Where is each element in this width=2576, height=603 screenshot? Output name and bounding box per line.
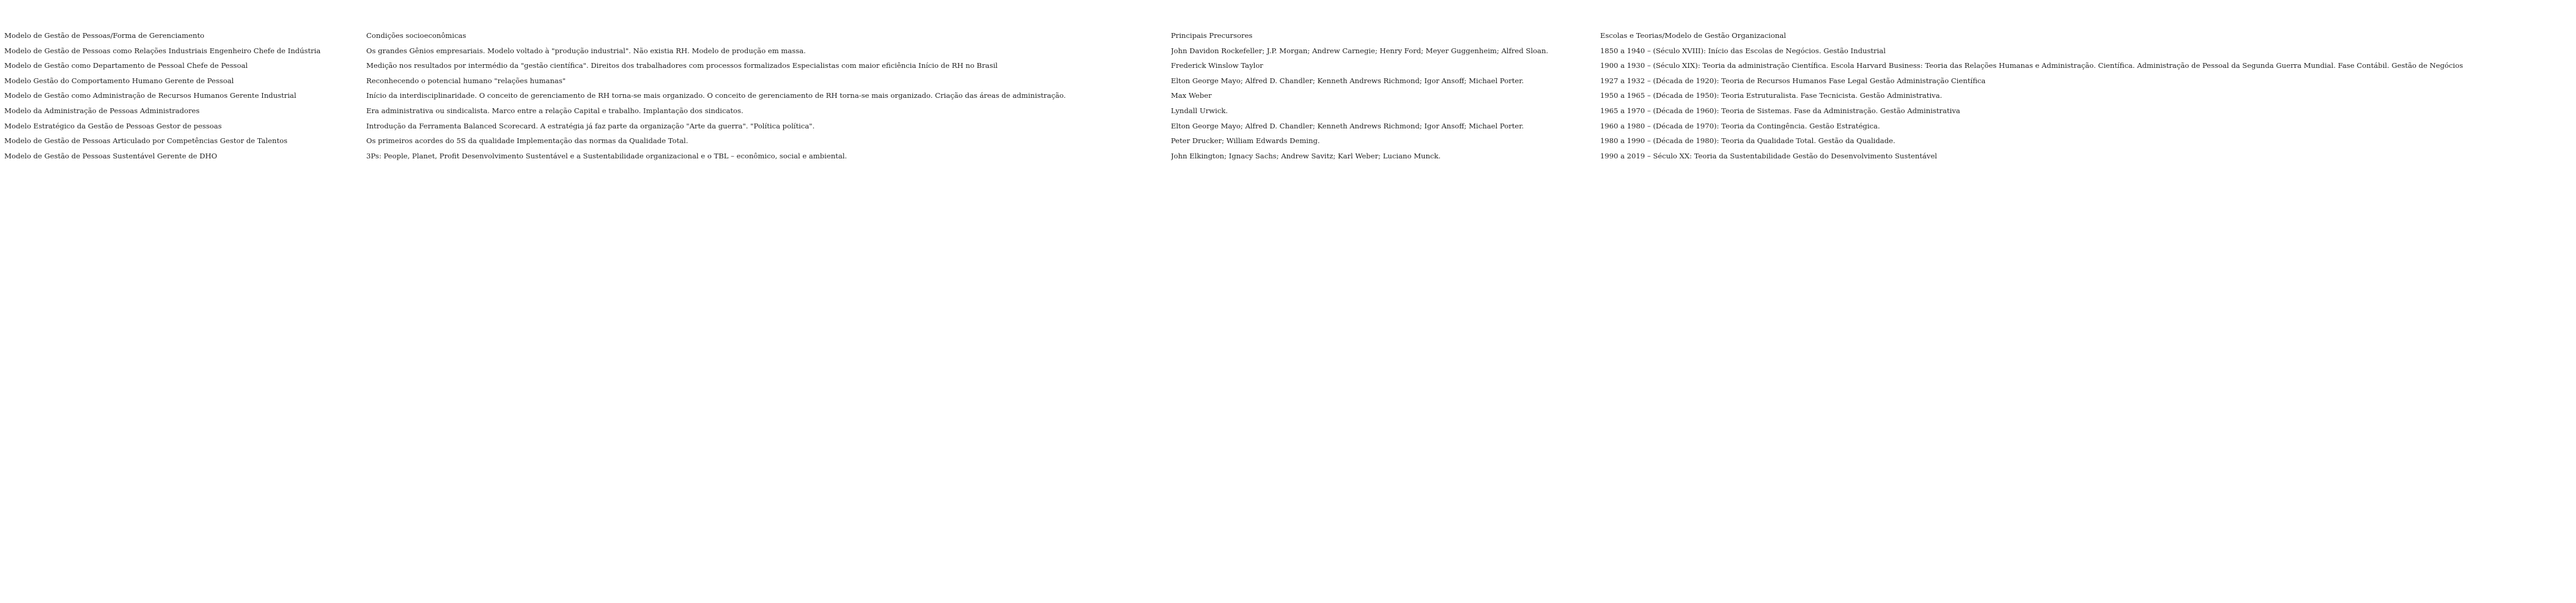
table-row <box>4 73 2566 89</box>
cell-conditions: Reconhecendo o potencial humano "relações humanas" <box>366 76 566 85</box>
table-row <box>4 103 2566 119</box>
cell-conditions: Era administrativa ou sindicalista. Marco entre a relação Capital e trabalho. Implantação dos sindicatos. <box>366 106 744 115</box>
cell-precursors: Elton George Mayo; Alfred D. Chandler; Kenneth Andrews Richmond; Igor Ansoff; Michael Porter. <box>1171 76 1524 85</box>
cell-precursors: Frederick Winslow Taylor <box>1171 61 1263 70</box>
cell-model: Modelo Gestão do Comportamento Humano Gerente de Pessoal <box>4 76 234 85</box>
table-row <box>4 43 2566 59</box>
cell-schools: 1965 a 1970 – (Década de 1960): Teoria de Sistemas. Fase da Administração. Gestão Administrativa <box>1600 106 1960 115</box>
cell-conditions: 3Ps: People, Planet, Profit Desenvolvimento Sustentável e a Sustentabilidade organizacional e o TBL – econômico, social e ambiental. <box>366 151 847 160</box>
cell-conditions: Os primeiros acordes do 5S da qualidade Implementação das normas da Qualidade Total. <box>366 136 688 146</box>
table-row <box>4 133 2566 149</box>
cell-precursors: John Elkington; Ignacy Sachs; Andrew Savitz; Karl Weber; Luciano Munck. <box>1171 151 1441 160</box>
table-header-row <box>4 28 2566 43</box>
cell-schools: 1950 a 1965 – (Década de 1950): Teoria Estruturalista. Fase Tecnicista. Gestão Administrativa. <box>1600 91 1943 100</box>
cell-precursors: Elton George Mayo; Alfred D. Chandler; Kenneth Andrews Richmond; Igor Ansoff; Michael Porter. <box>1171 121 1524 130</box>
cell-model: Modelo de Gestão de Pessoas como Relações Industriais Engenheiro Chefe de Indústria <box>4 46 321 55</box>
cell-precursors: Peter Drucker; William Edwards Deming. <box>1171 136 1320 146</box>
table-row <box>4 58 2566 73</box>
cell-conditions: Início da interdisciplinaridade. O conceito de gerenciamento de RH torna-se mais organizado. O conceito de gerenciamento de RH torna-se mais organizado. Criação das áreas de administração. <box>366 91 1066 100</box>
cell-conditions: Introdução da Ferramenta Balanced Scorecard. A estratégia já faz parte da organização "Arte da guerra". "Política política". <box>366 121 815 130</box>
cell-schools: 1980 a 1990 – (Década de 1980): Teoria da Qualidade Total. Gestão da Qualidade. <box>1600 136 1895 146</box>
cell-precursors: John Davidon Rockefeller; J.P. Morgan; Andrew Carnegie; Henry Ford; Meyer Guggenheim; Alfred Sloan. <box>1171 46 1549 55</box>
cell-schools: 1990 a 2019 – Século XX: Teoria da Sustentabilidade Gestão do Desenvolvimento Sustentável <box>1600 151 1938 160</box>
header-schools-theories: Escolas e Teorias/Modelo de Gestão Organizacional <box>1600 31 1787 40</box>
cell-conditions: Medição nos resultados por intermédio da "gestão científica". Direitos dos trabalhadores com processos formalizados Especialistas com maior eficiência Início de RH no Brasil <box>366 61 998 70</box>
cell-schools: 1927 a 1932 – (Década de 1920): Teoria de Recursos Humanos Fase Legal Gestão Administração Científica <box>1600 76 1986 85</box>
cell-model: Modelo de Gestão como Administração de Recursos Humanos Gerente Industrial <box>4 91 297 100</box>
models-table <box>4 28 2566 163</box>
table-row <box>4 88 2566 103</box>
cell-model: Modelo Estratégico da Gestão de Pessoas Gestor de pessoas <box>4 121 222 130</box>
cell-precursors: Max Weber <box>1171 91 1212 100</box>
cell-model: Modelo de Gestão de Pessoas Articulado por Competências Gestor de Talentos <box>4 136 288 146</box>
cell-model: Modelo da Administração de Pessoas Administradores <box>4 106 200 115</box>
cell-schools: 1960 a 1980 – (Década de 1970): Teoria da Contingência. Gestão Estratégica. <box>1600 121 1880 130</box>
cell-model: Modelo de Gestão como Departamento de Pessoal Chefe de Pessoal <box>4 61 248 70</box>
cell-schools: 1900 a 1930 – (Século XIX): Teoria da administração Científica. Escola Harvard Business: Teoria das Relações Humanas e Administração. Científica. Administração de Pessoal da Segunda Guerra Mundial. Fase Contábil. Gestão de Negócios <box>1600 61 2463 70</box>
table-row <box>4 119 2566 134</box>
header-socioeconomic-conditions: Condições socioeconômicas <box>366 31 467 40</box>
header-management-model: Modelo de Gestão de Pessoas/Forma de Gerenciamento <box>4 31 205 40</box>
cell-precursors: Lyndall Urwick. <box>1171 106 1228 115</box>
cell-model: Modelo de Gestão de Pessoas Sustentável Gerente de DHO <box>4 151 218 160</box>
cell-conditions: Os grandes Gênios empresariais. Modelo voltado à "produção industrial". Não existia RH. Modelo de produção em massa. <box>366 46 806 55</box>
table-row <box>4 149 2566 164</box>
header-main-precursors: Principais Precursores <box>1171 31 1253 40</box>
cell-schools: 1850 a 1940 – (Século XVIII): Início das Escolas de Negócios. Gestão Industrial <box>1600 46 1886 55</box>
